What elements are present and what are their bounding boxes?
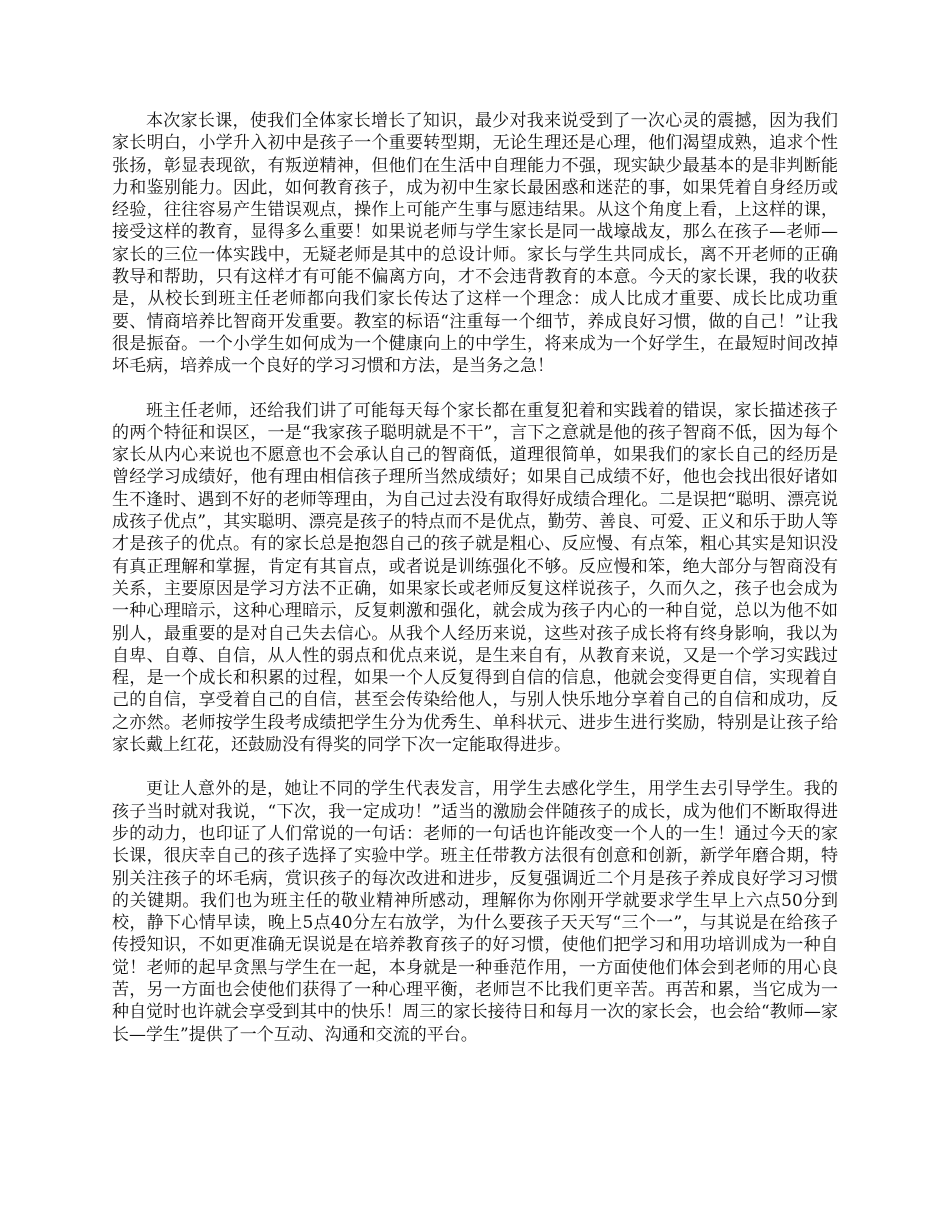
document-body (112, 110, 838, 1046)
paragraph-2: 班主任老师，还给我们讲了可能每天每个家长都在重复犯着和实践着的错误，家长描述孩子的两个特征和误区，一是“我家孩子聪明就是不干”，言下之意就是他的孩子智商不低，因为每个家长从内心来说也不愿意也不会承认自己的智商低，道理很简单，如果我们的家长自己的经历是曾经学习成绩好，他有理由相信孩子理所当然成绩好；如果自己成绩不好，他也会找出很好诸如生不逢时、遇到不好的老师等理由，为自己过去没有取得好成绩合理化。二是误把“聪明、漂亮说成孩子优点”，其实聪明、漂亮是孩子的特点而不是优点，勤劳、善良、可爱、正义和乐于助人等才是孩子的优点。有的家长总是抱怨自己的孩子就是粗心、反应慢、有点笨，粗心其实是知识没有真正理解和掌握，肯定有其盲点，或者说是训练强化不够。反应慢和笨，绝大部分与智商没有关系，主要原因是学习方法不正确，如果家长或老师反复这样说孩子，久而久之，孩子也会成为一种心理暗示，这种心理暗示，反复刺激和强化，就会成为孩子内心的一种自觉，总以为他不如别人，最重要的是对自己失去信心。从我个人经历来说，这些对孩子成长将有终身影响，我以为自卑、自尊、自信，从人性的弱点和优点来说，是生来自有，从教育来说，又是一个学习实践过程，是一个成长和积累的过程，如果一个人反复得到自信的信息，他就会变得更自信，实现着自己的自信，享受着自己的自信，甚至会传染给他人，与别人快乐地分享着自己的自信和成功，反之亦然。老师按学生段考成绩把学生分为优秀生、单科状元、进步生进行奖励，特别是让孩子给家长戴上红花，还鼓励没有得奖的同学下次一定能取得进步。 (112, 400, 838, 756)
paragraph-1: 本次家长课，使我们全体家长增长了知识，最少对我来说受到了一次心灵的震撼，因为我们家长明白，小学升入初中是孩子一个重要转型期，无论生理还是心理，他们渴望成熟，追求个性张扬，彰显表现欲，有叛逆精神，但他们在生活中自理能力不强，现实缺少最基本的是非判断能力和鉴别能力。因此，如何教育孩子，成为初中生家长最困惑和迷茫的事，如果凭着自身经历或经验，往往容易产生错误观点，操作上可能产生事与愿违结果。从这个角度上看，上这样的课，接受这样的教育，显得多么重要！如果说老师与学生家长是同一战壕战友，那么在孩子—老师—家长的三位一体实践中，无疑老师是其中的总设计师。家长与学生共同成长，离不开老师的正确教导和帮助，只有这样才有可能不偏离方向，才不会违背教育的本意。今天的家长课，我的收获是，从校长到班主任老师都向我们家长传达了这样一个理念：成人比成才重要、成长比成功重要、情商培养比智商开发重要。教室的标语“注重每一个细节，养成良好习惯，做的自己！”让我很是振奋。一个小学生如何成为一个健康向上的中学生，将来成为一个好学生，在最短时间改掉坏毛病，培养成一个良好的学习习惯和方法，是当务之急！ (112, 111, 838, 377)
paragraph-3: 更让人意外的是，她让不同的学生代表发言，用学生去感化学生，用学生去引导学生。我的孩子当时就对我说，“下次，我一定成功！”适当的激励会伴随孩子的成长，成为他们不断取得进步的动力，也印证了人们常说的一句话：老师的一句话也许能改变一个人的一生！通过今天的家长课，很庆幸自己的孩子选择了实验中学。班主任带教方法很有创意和创新，新学年磨合期，特别关注孩子的坏毛病，赏识孩子的每次改进和进步，反复强调近二个月是孩子养成良好学习习惯的关键期。我们也为班主任的敬业精神所感动，理解你为你刚开学就要求学生早上六点50分到校，静下心情早读，晚上5点40分左右放学，为什么要孩子天天写“三个一”，与其说是在给孩子传授知识，不如更准确无误说是在培养教育孩子的好习惯，使他们把学习和用功培训成为一种自觉！老师的起早贪黑与学生在一起，本身就是一种垂范作用，一方面使他们体会到老师的用心良苦，另一方面也会使他们获得了一种心理平衡，老师岂不比我们更辛苦。再苦和累，当它成为一种自觉时也许就会享受到其中的快乐！周三的家长接待日和每月一次的家长会，也会给“教师—家长—学生”提供了一个互动、沟通和交流的平台。 (112, 779, 838, 1045)
